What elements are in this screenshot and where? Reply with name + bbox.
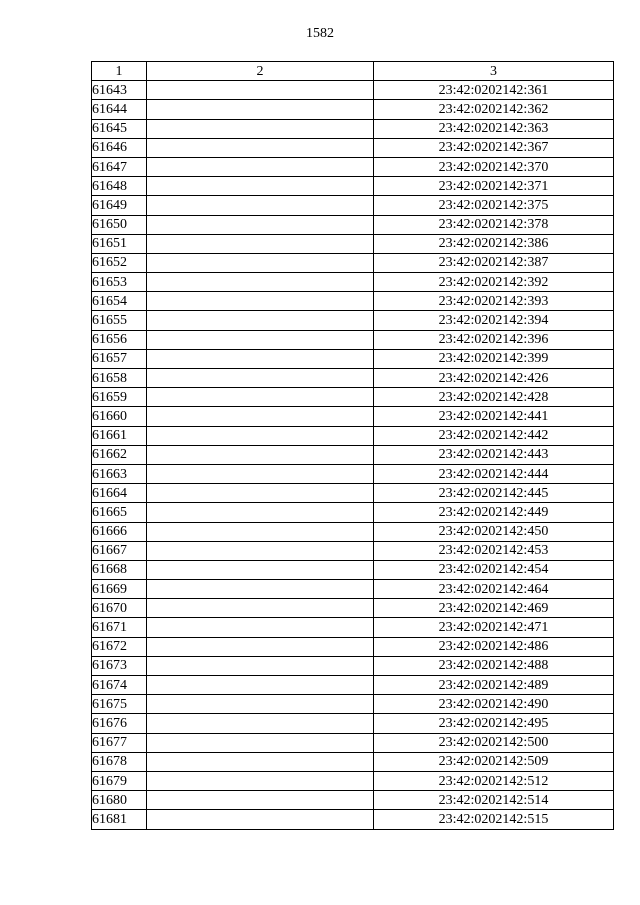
empty-cell: [147, 388, 374, 407]
table-body: [92, 81, 614, 829]
cadastral-number-cell: 23:42:0202142:375: [374, 196, 614, 215]
cadastral-number-cell: 23:42:0202142:509: [374, 752, 614, 771]
row-number-cell: 61658: [92, 369, 147, 388]
row-number-cell: 61653: [92, 273, 147, 292]
empty-cell: [147, 771, 374, 790]
cadastral-number-cell: 23:42:0202142:488: [374, 656, 614, 675]
cadastral-number-cell: 23:42:0202142:453: [374, 541, 614, 560]
empty-cell: [147, 791, 374, 810]
table-row: [92, 695, 614, 714]
row-number-cell: 61675: [92, 695, 147, 714]
empty-cell: [147, 215, 374, 234]
data-table: [91, 61, 614, 830]
cadastral-number-cell: 23:42:0202142:367: [374, 138, 614, 157]
row-number-cell: 61678: [92, 752, 147, 771]
table-row: [92, 580, 614, 599]
row-number-cell: 61652: [92, 253, 147, 272]
column-header-3: 3: [374, 62, 614, 81]
table-row: [92, 618, 614, 637]
table-row: [92, 407, 614, 426]
cadastral-number-cell: 23:42:0202142:370: [374, 157, 614, 176]
cadastral-number-cell: 23:42:0202142:443: [374, 445, 614, 464]
cadastral-number-cell: 23:42:0202142:454: [374, 560, 614, 579]
row-number-cell: 61671: [92, 618, 147, 637]
table-row: [92, 676, 614, 695]
cadastral-number-cell: 23:42:0202142:361: [374, 81, 614, 100]
row-number-cell: 61668: [92, 560, 147, 579]
row-number-cell: 61679: [92, 771, 147, 790]
row-number-cell: 61657: [92, 349, 147, 368]
row-number-cell: 61649: [92, 196, 147, 215]
empty-cell: [147, 196, 374, 215]
empty-cell: [147, 541, 374, 560]
cadastral-number-cell: 23:42:0202142:489: [374, 676, 614, 695]
column-header-1: 1: [92, 62, 147, 81]
row-number-cell: 61643: [92, 81, 147, 100]
table-row: [92, 157, 614, 176]
cadastral-number-cell: 23:42:0202142:387: [374, 253, 614, 272]
empty-cell: [147, 676, 374, 695]
table-row: [92, 426, 614, 445]
empty-cell: [147, 522, 374, 541]
row-number-cell: 61655: [92, 311, 147, 330]
row-number-cell: 61670: [92, 599, 147, 618]
table-row: [92, 464, 614, 483]
table-row: [92, 637, 614, 656]
empty-cell: [147, 311, 374, 330]
empty-cell: [147, 292, 374, 311]
cadastral-number-cell: 23:42:0202142:426: [374, 369, 614, 388]
empty-cell: [147, 349, 374, 368]
table-row: [92, 752, 614, 771]
table-row: [92, 560, 614, 579]
cadastral-number-cell: 23:42:0202142:396: [374, 330, 614, 349]
cadastral-number-cell: 23:42:0202142:394: [374, 311, 614, 330]
cadastral-number-cell: 23:42:0202142:449: [374, 503, 614, 522]
cadastral-number-cell: 23:42:0202142:441: [374, 407, 614, 426]
table-row: [92, 388, 614, 407]
table-row: [92, 253, 614, 272]
row-number-cell: 61673: [92, 656, 147, 675]
empty-cell: [147, 369, 374, 388]
row-number-cell: 61676: [92, 714, 147, 733]
table-row: [92, 445, 614, 464]
empty-cell: [147, 100, 374, 119]
empty-cell: [147, 503, 374, 522]
row-number-cell: 61661: [92, 426, 147, 445]
row-number-cell: 61654: [92, 292, 147, 311]
empty-cell: [147, 752, 374, 771]
row-number-cell: 61650: [92, 215, 147, 234]
row-number-cell: 61644: [92, 100, 147, 119]
row-number-cell: 61666: [92, 522, 147, 541]
cadastral-number-cell: 23:42:0202142:514: [374, 791, 614, 810]
cadastral-number-cell: 23:42:0202142:392: [374, 273, 614, 292]
table-row: [92, 522, 614, 541]
cadastral-number-cell: 23:42:0202142:450: [374, 522, 614, 541]
table-row: [92, 215, 614, 234]
table-row: [92, 177, 614, 196]
empty-cell: [147, 253, 374, 272]
empty-cell: [147, 695, 374, 714]
table-row: [92, 119, 614, 138]
cadastral-number-cell: 23:42:0202142:371: [374, 177, 614, 196]
empty-cell: [147, 234, 374, 253]
cadastral-number-cell: 23:42:0202142:471: [374, 618, 614, 637]
table-row: [92, 733, 614, 752]
empty-cell: [147, 177, 374, 196]
empty-cell: [147, 81, 374, 100]
empty-cell: [147, 138, 374, 157]
table-row: [92, 273, 614, 292]
table-row: [92, 196, 614, 215]
row-number-cell: 61646: [92, 138, 147, 157]
empty-cell: [147, 714, 374, 733]
row-number-cell: 61663: [92, 464, 147, 483]
empty-cell: [147, 656, 374, 675]
cadastral-number-cell: 23:42:0202142:469: [374, 599, 614, 618]
table-row: [92, 541, 614, 560]
cadastral-number-cell: 23:42:0202142:490: [374, 695, 614, 714]
cadastral-number-cell: 23:42:0202142:399: [374, 349, 614, 368]
row-number-cell: 61681: [92, 810, 147, 829]
empty-cell: [147, 407, 374, 426]
cadastral-number-cell: 23:42:0202142:363: [374, 119, 614, 138]
table-row: [92, 138, 614, 157]
empty-cell: [147, 810, 374, 829]
table-header-row: [92, 62, 614, 81]
row-number-cell: 61680: [92, 791, 147, 810]
row-number-cell: 61674: [92, 676, 147, 695]
cadastral-number-cell: 23:42:0202142:444: [374, 464, 614, 483]
page-number: 1582: [306, 26, 334, 41]
cadastral-number-cell: 23:42:0202142:428: [374, 388, 614, 407]
empty-cell: [147, 733, 374, 752]
empty-cell: [147, 484, 374, 503]
empty-cell: [147, 464, 374, 483]
row-number-cell: 61648: [92, 177, 147, 196]
cadastral-number-cell: 23:42:0202142:464: [374, 580, 614, 599]
cadastral-number-cell: 23:42:0202142:362: [374, 100, 614, 119]
empty-cell: [147, 637, 374, 656]
table-row: [92, 234, 614, 253]
cadastral-number-cell: 23:42:0202142:378: [374, 215, 614, 234]
empty-cell: [147, 599, 374, 618]
row-number-cell: 61677: [92, 733, 147, 752]
row-number-cell: 61651: [92, 234, 147, 253]
cadastral-number-cell: 23:42:0202142:500: [374, 733, 614, 752]
empty-cell: [147, 618, 374, 637]
table-row: [92, 369, 614, 388]
empty-cell: [147, 157, 374, 176]
table-row: [92, 81, 614, 100]
table-row: [92, 349, 614, 368]
cadastral-number-cell: 23:42:0202142:442: [374, 426, 614, 445]
empty-cell: [147, 330, 374, 349]
empty-cell: [147, 273, 374, 292]
table-row: [92, 330, 614, 349]
cadastral-number-cell: 23:42:0202142:495: [374, 714, 614, 733]
table-row: [92, 311, 614, 330]
cadastral-number-cell: 23:42:0202142:486: [374, 637, 614, 656]
row-number-cell: 61645: [92, 119, 147, 138]
cadastral-number-cell: 23:42:0202142:445: [374, 484, 614, 503]
table-row: [92, 292, 614, 311]
row-number-cell: 61667: [92, 541, 147, 560]
row-number-cell: 61659: [92, 388, 147, 407]
row-number-cell: 61647: [92, 157, 147, 176]
column-header-2: 2: [147, 62, 374, 81]
table-row: [92, 100, 614, 119]
table-row: [92, 771, 614, 790]
row-number-cell: 61656: [92, 330, 147, 349]
empty-cell: [147, 445, 374, 464]
table-row: [92, 810, 614, 829]
empty-cell: [147, 119, 374, 138]
cadastral-number-cell: 23:42:0202142:386: [374, 234, 614, 253]
row-number-cell: 61660: [92, 407, 147, 426]
table-row: [92, 484, 614, 503]
table-row: [92, 714, 614, 733]
empty-cell: [147, 580, 374, 599]
cadastral-number-cell: 23:42:0202142:512: [374, 771, 614, 790]
table-row: [92, 503, 614, 522]
row-number-cell: 61662: [92, 445, 147, 464]
row-number-cell: 61664: [92, 484, 147, 503]
cadastral-number-cell: 23:42:0202142:515: [374, 810, 614, 829]
empty-cell: [147, 426, 374, 445]
table-row: [92, 656, 614, 675]
table-row: [92, 791, 614, 810]
cadastral-number-cell: 23:42:0202142:393: [374, 292, 614, 311]
empty-cell: [147, 560, 374, 579]
row-number-cell: 61669: [92, 580, 147, 599]
table-row: [92, 599, 614, 618]
row-number-cell: 61672: [92, 637, 147, 656]
row-number-cell: 61665: [92, 503, 147, 522]
